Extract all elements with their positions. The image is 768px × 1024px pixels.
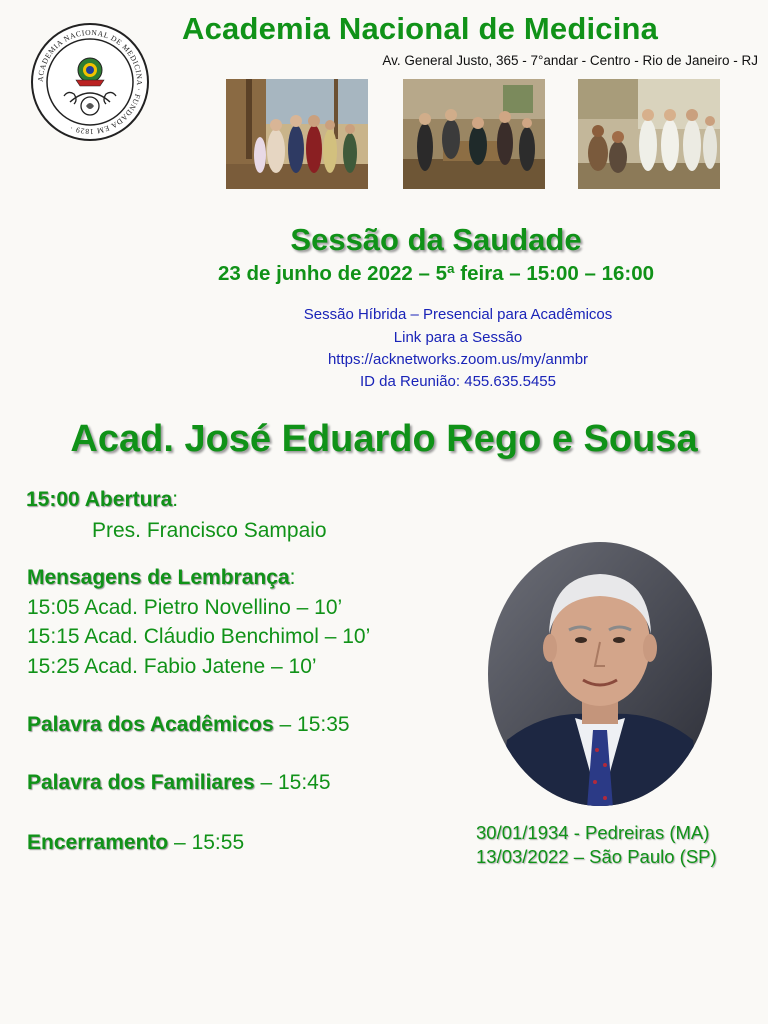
- session-date-time: 23 de junho de 2022 – 5ª feira – 15:00 – 16:00: [217, 262, 655, 285]
- academics-time: – 15:35: [273, 713, 350, 736]
- closing-label: Encerramento: [27, 831, 169, 854]
- messages-label: Mensagens de Lembrança: [27, 566, 290, 589]
- program-opening: 15:00 Abertura:: [26, 488, 179, 511]
- opening-speaker: Pres. Francisco Sampaio: [92, 519, 327, 542]
- academy-seal-logo: [30, 22, 150, 142]
- historical-painting-clinic: [578, 79, 720, 189]
- program-academics: [27, 713, 350, 737]
- program-families: [27, 771, 331, 795]
- opening-label: 15:00 Abertura: [26, 488, 173, 511]
- honoree-portrait: [487, 540, 713, 808]
- program-closing: [27, 831, 244, 855]
- session-zoom-url[interactable]: https://acknetworks.zoom.us/my/anmbr: [327, 351, 589, 368]
- closing-time: – 15:55: [168, 831, 245, 854]
- academics-label: Palavra dos Acadêmicos: [27, 713, 274, 736]
- academy-name-heading: Academia Nacional de Medicina: [182, 11, 659, 46]
- honoree-name-heading: Acad. José Eduardo Rego e Sousa: [70, 418, 698, 460]
- message-item: 15:15 Acad. Cláudio Benchimol – 10’: [27, 625, 371, 648]
- honoree-birth: 30/01/1934 - Pedreiras (MA): [476, 822, 710, 843]
- historical-painting-ceremony: [226, 79, 368, 189]
- academy-address: Av. General Justo, 365 - 7°andar - Centro - Rio de Janeiro - RJ: [382, 53, 758, 68]
- session-link-label: Link para a Sessão: [393, 329, 523, 346]
- historical-painting-signing: [403, 79, 545, 189]
- families-time: – 15:45: [254, 771, 331, 794]
- session-title: Sessão da Saudade: [290, 222, 582, 257]
- message-item: 15:25 Acad. Fabio Jatene – 10’: [27, 655, 317, 678]
- program-messages-heading: Mensagens de Lembrança:: [27, 566, 296, 589]
- honoree-death: 13/03/2022 – São Paulo (SP): [476, 846, 717, 867]
- families-label: Palavra dos Familiares: [27, 771, 255, 794]
- svg-text:ACADEMIA NACIONAL DE MEDICINA: ACADEMIA NACIONAL DE MEDICINA · FUNDADA EM 1829 ·: [35, 27, 145, 137]
- session-format-text: Sessão Híbrida – Presencial para Acadêmicos: [303, 306, 613, 323]
- session-meeting-id: ID da Reunião: 455.635.5455: [360, 373, 556, 390]
- message-item: 15:05 Acad. Pietro Novellino – 10’: [27, 596, 343, 619]
